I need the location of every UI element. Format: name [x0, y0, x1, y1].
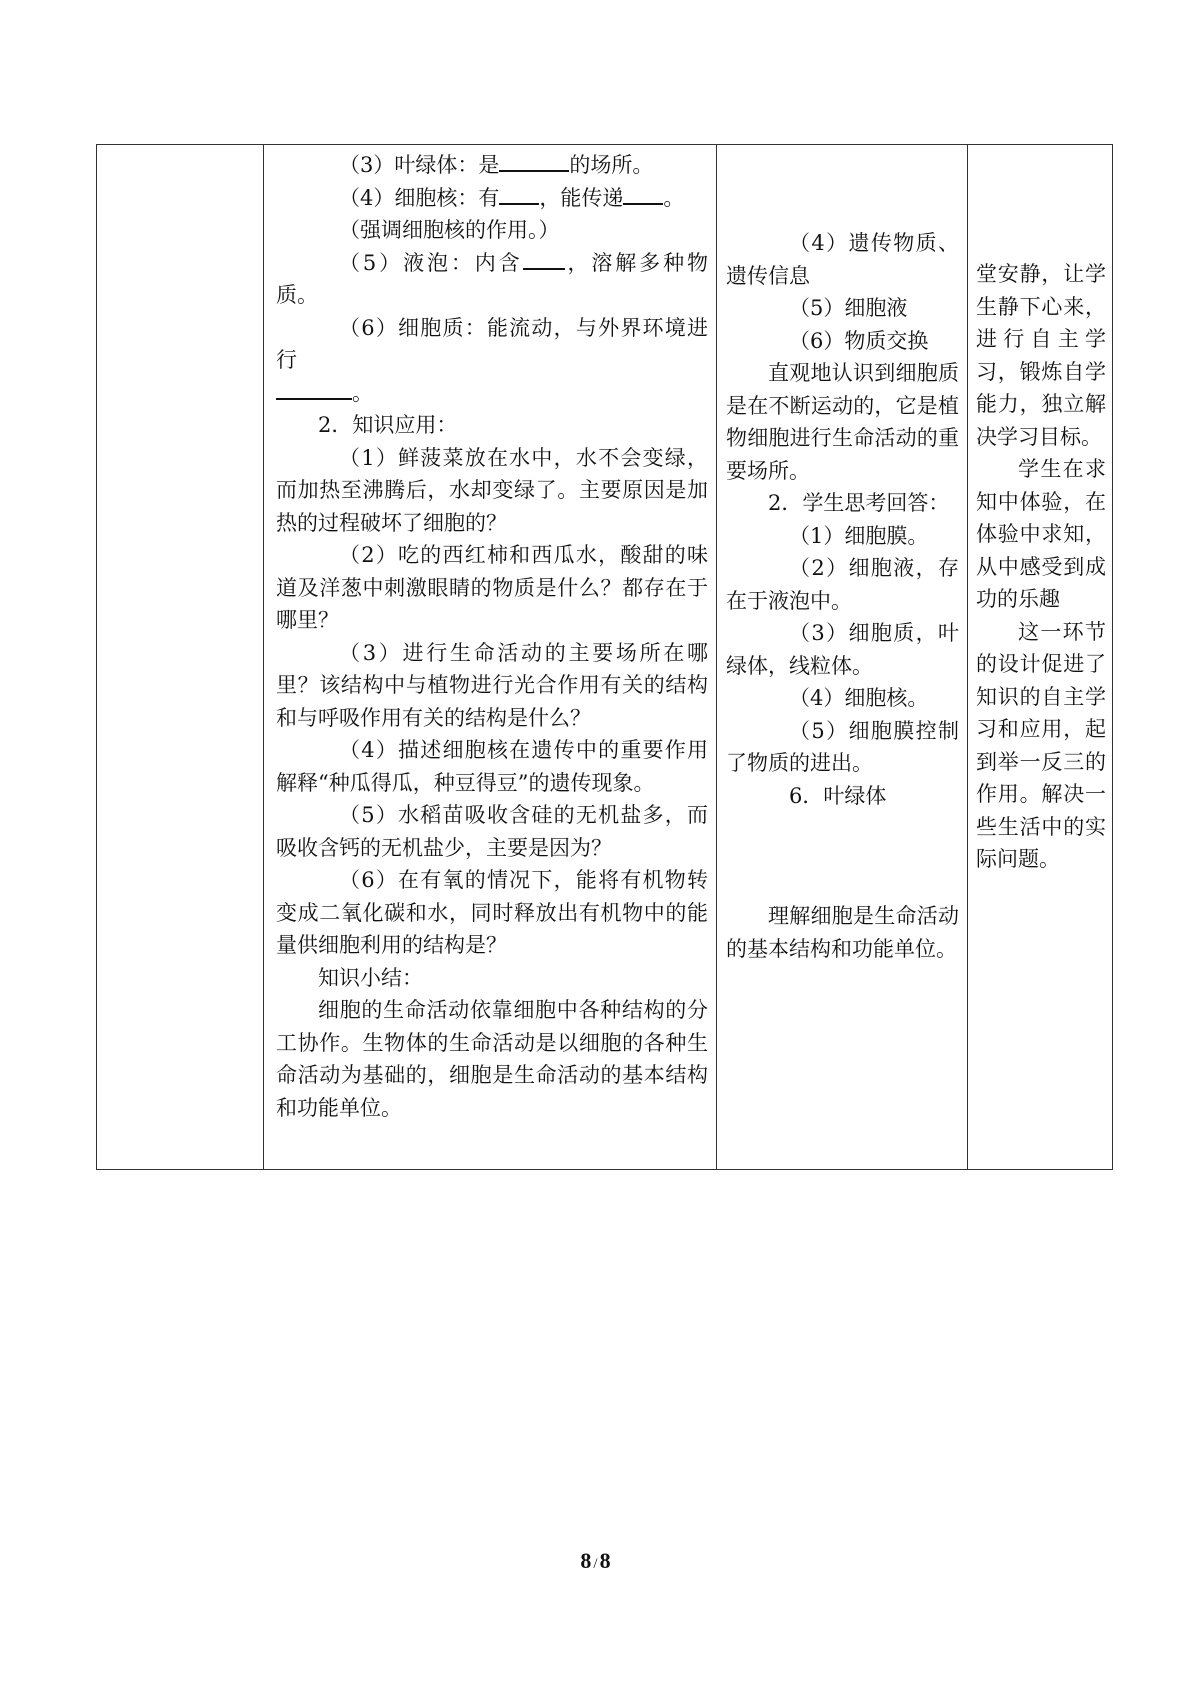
intent-text: 堂安静，让学生静下心来，进行自主学习，锻炼自学能力，独立解决学习目标。 — [976, 262, 1106, 449]
answer-blank — [276, 379, 352, 400]
answer-line: 6．叶绿体 — [789, 783, 887, 808]
nucleus-line — [276, 182, 708, 215]
current-page: 8 — [580, 1548, 592, 1573]
answer-line: （5）细胞液 — [789, 296, 908, 320]
lesson-plan-table — [96, 144, 1113, 1170]
answer-blank — [523, 249, 565, 270]
vacuole-line — [276, 247, 708, 312]
cytoplasm-line: （6）细胞质：能流动，与外界环境进行 — [276, 315, 708, 372]
spacer — [726, 812, 959, 900]
question-5: （5）水稻苗吸收含硅的无机盐多，而吸收含钙的无机盐少，主要是因为？ — [276, 803, 708, 860]
answer-line: （4）细胞核。 — [789, 686, 929, 710]
intent-text: 学生在求知中体验，在体验中求知，从中感受到成功的乐趣 — [976, 457, 1106, 611]
summary-heading: 知识小结： — [318, 965, 423, 990]
text-span: 的场所。 — [569, 153, 654, 177]
text-span: ，能传递 — [539, 185, 624, 210]
answer-heading: 2．学生思考回答： — [768, 491, 950, 515]
teacher-activity-cell — [264, 145, 717, 1170]
answer-blank — [623, 184, 663, 205]
question-1: （1）鲜菠菜放在水中，水不会变绿，而加热至沸腾后，水却变绿了。主要原因是加热的过程破坏了细胞的？ — [276, 445, 708, 535]
answer-line: （1）细胞膜。 — [789, 523, 929, 548]
text-span: （3）叶绿体：是 — [339, 153, 500, 177]
question-4: （4）描述细胞核在遗传中的重要作用解释“种瓜得瓜，种豆得豆”的遗传现象。 — [276, 738, 708, 795]
answer-line: （5）细胞膜控制了物质的进出。 — [726, 718, 959, 775]
answer-line: （4）遗传物质、遗传信息 — [726, 231, 959, 288]
student-activity-cell — [717, 145, 968, 1170]
cytoplasm-blank-line — [276, 377, 708, 410]
text-span: ，溶解多种物质。 — [276, 250, 708, 307]
page-separator: / — [593, 1556, 598, 1572]
emphasis-note: （强调细胞核的作用。） — [339, 218, 560, 242]
chloroplast-line — [276, 149, 708, 182]
summary-text: 细胞的生命活动依靠细胞中各种结构的分工协作。生物体的生命活动是以细胞的各种生命活动为基础的，细胞是生命活动的基本结构和功能单位。 — [276, 998, 708, 1120]
answer-line: （3）细胞质，叶绿体，线粒体。 — [726, 621, 959, 678]
understanding-text: 理解细胞是生命活动的基本结构和功能单位。 — [726, 904, 959, 961]
design-intent-cell — [968, 145, 1113, 1170]
text-span: （5）液泡：内含 — [339, 250, 523, 275]
question-3: （3）进行生命活动的主要场所在哪里？该结构中与植物进行光合作用有关的结构和与呼吸作用有关的结构是什么？ — [276, 640, 708, 730]
observation-text: 直观地认识到细胞质是在不断运动的，它是植物细胞进行生命活动的重要场所。 — [726, 361, 959, 483]
answer-line: （6）物质交换 — [789, 328, 929, 353]
answer-line: （2）细胞液，存在于液泡中。 — [726, 556, 959, 613]
text-span: 。 — [663, 185, 685, 210]
text-span: 。 — [352, 380, 373, 405]
stage-cell — [97, 145, 264, 1170]
section-heading: 2．知识应用： — [318, 413, 458, 437]
answer-blank — [499, 151, 569, 172]
intent-text: 这一环节的设计促进了知识的自主学习和应用，起到举一反三的作用。解决一些生活中的实际问题。 — [976, 619, 1106, 871]
page-number — [0, 1548, 1191, 1574]
answer-blank — [499, 184, 539, 205]
question-2: （2）吃的西红柿和西瓜水，酸甜的味道及洋葱中刺激眼睛的物质是什么？都存在于哪里？ — [276, 543, 708, 632]
question-6: （6）在有氧的情况下，能将有机物转变成二氧化碳和水，同时释放出有机物中的能量供细胞利用的结构是？ — [276, 868, 708, 957]
text-span: （4）细胞核：有 — [339, 185, 500, 210]
total-pages: 8 — [599, 1548, 611, 1573]
table-row — [97, 145, 1113, 1170]
